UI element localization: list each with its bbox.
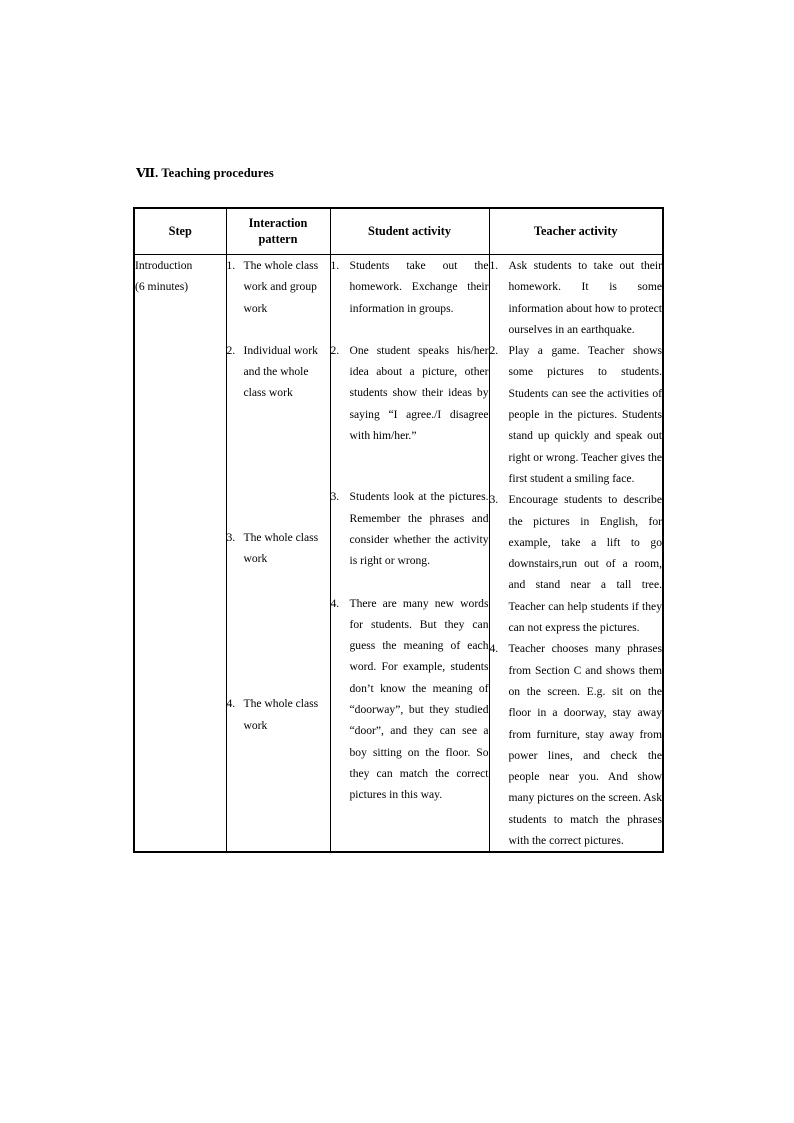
list-gap	[227, 319, 330, 340]
list-item-number: 2.	[226, 343, 236, 357]
list-item-number: 3.	[489, 493, 499, 507]
teaching-procedures-table	[133, 207, 664, 853]
cell-step	[134, 255, 226, 853]
list-item-number: 1.	[330, 259, 340, 272]
student-activity-list	[331, 255, 489, 806]
interaction-pattern-list	[227, 255, 330, 736]
list-item-text: The whole class work	[243, 697, 319, 732]
list-item-text: The whole class work and group work	[243, 259, 319, 315]
list-item	[490, 340, 663, 489]
section-numeral: Ⅶ	[136, 165, 156, 180]
list-item	[331, 593, 489, 806]
list-item-text: Ask students to take out their homework. It is some information about how to protect ourselves in an earthquake.	[508, 259, 662, 336]
table-row	[134, 255, 663, 853]
list-gap	[227, 569, 330, 693]
list-item	[227, 255, 330, 319]
list-item	[490, 638, 663, 851]
cell-student-activity	[330, 255, 489, 853]
column-header-teacher-activity: Teacher activity	[489, 208, 663, 255]
list-gap	[331, 572, 489, 593]
list-item-text: Encourage students to describe the pictures in English, for example, take a lift to go downstairs,run out of a room, and stand near a tall tree. Teacher can help students if they can not express the pictures.	[508, 493, 662, 635]
list-gap	[227, 404, 330, 527]
table-header-row	[134, 208, 663, 255]
list-item	[490, 489, 663, 638]
list-item-text: Individual work and the whole class work	[243, 343, 318, 400]
list-gap	[331, 446, 489, 486]
list-item-number: 3.	[226, 530, 236, 544]
list-item-number: 4.	[489, 642, 499, 656]
list-item-text: One student speaks his/her idea about a picture, other students show their ideas by saying “I agree./I disagree with him/her.”	[349, 343, 489, 443]
teacher-activity-list	[490, 255, 663, 851]
column-header-interaction-pattern	[226, 208, 330, 255]
column-header-interaction-line1: Interaction	[248, 216, 308, 231]
list-item-text: Students look at the pictures. Remember the phrases and consider whether the activity is right or wrong.	[349, 490, 489, 568]
list-item-number: 4.	[226, 697, 236, 711]
cell-teacher-activity	[489, 255, 663, 853]
list-item-number: 2.	[489, 344, 499, 358]
column-header-interaction-line2: pattern	[258, 231, 298, 246]
list-item	[227, 527, 330, 570]
list-item	[331, 486, 489, 571]
section-heading-text: . Teaching procedures	[155, 166, 274, 180]
step-duration: (6 minutes)	[135, 280, 189, 294]
cell-interaction-pattern	[226, 255, 330, 853]
list-item-text: Teacher chooses many phrases from Section C and shows them on the screen. E.g. sit on the floor in a doorway, stay away from furniture, stay away from power lines, and check the people near you. And show many pictures on the screen. Ask students to match the phrases with the correct pictures.	[508, 642, 662, 848]
list-item-number: 1.	[226, 259, 236, 272]
section-heading	[136, 165, 274, 181]
list-item-text: There are many new words for students. But they can guess the meaning of each word. For example, students don’t know the meaning of “doorway”, but they studied “door”, and they can see a boy sitting on the floor. So they can match the correct pictures in this way.	[349, 596, 489, 802]
list-item-number: 2.	[330, 343, 340, 357]
list-item-text: Play a game. Teacher shows some pictures to students. Students can see the activities of people in the pictures. Students stand up quickly and speak out right or wrong. Teacher gives the first student a smiling face.	[508, 344, 663, 485]
column-header-step: Step	[134, 208, 226, 255]
list-item-number: 3.	[330, 490, 340, 504]
column-header-student-activity: Student activity	[330, 208, 489, 255]
list-item	[490, 255, 663, 340]
list-item	[331, 340, 489, 446]
list-gap	[331, 319, 489, 340]
list-item	[227, 693, 330, 736]
list-item-text: Students take out the homework. Exchange their information in groups.	[349, 259, 489, 315]
list-item	[227, 340, 330, 404]
list-item	[331, 255, 489, 319]
step-name: Introduction	[135, 259, 193, 272]
list-item-text: The whole class work	[243, 530, 319, 566]
list-item-number: 4.	[330, 596, 340, 610]
list-item-number: 1.	[489, 259, 499, 272]
